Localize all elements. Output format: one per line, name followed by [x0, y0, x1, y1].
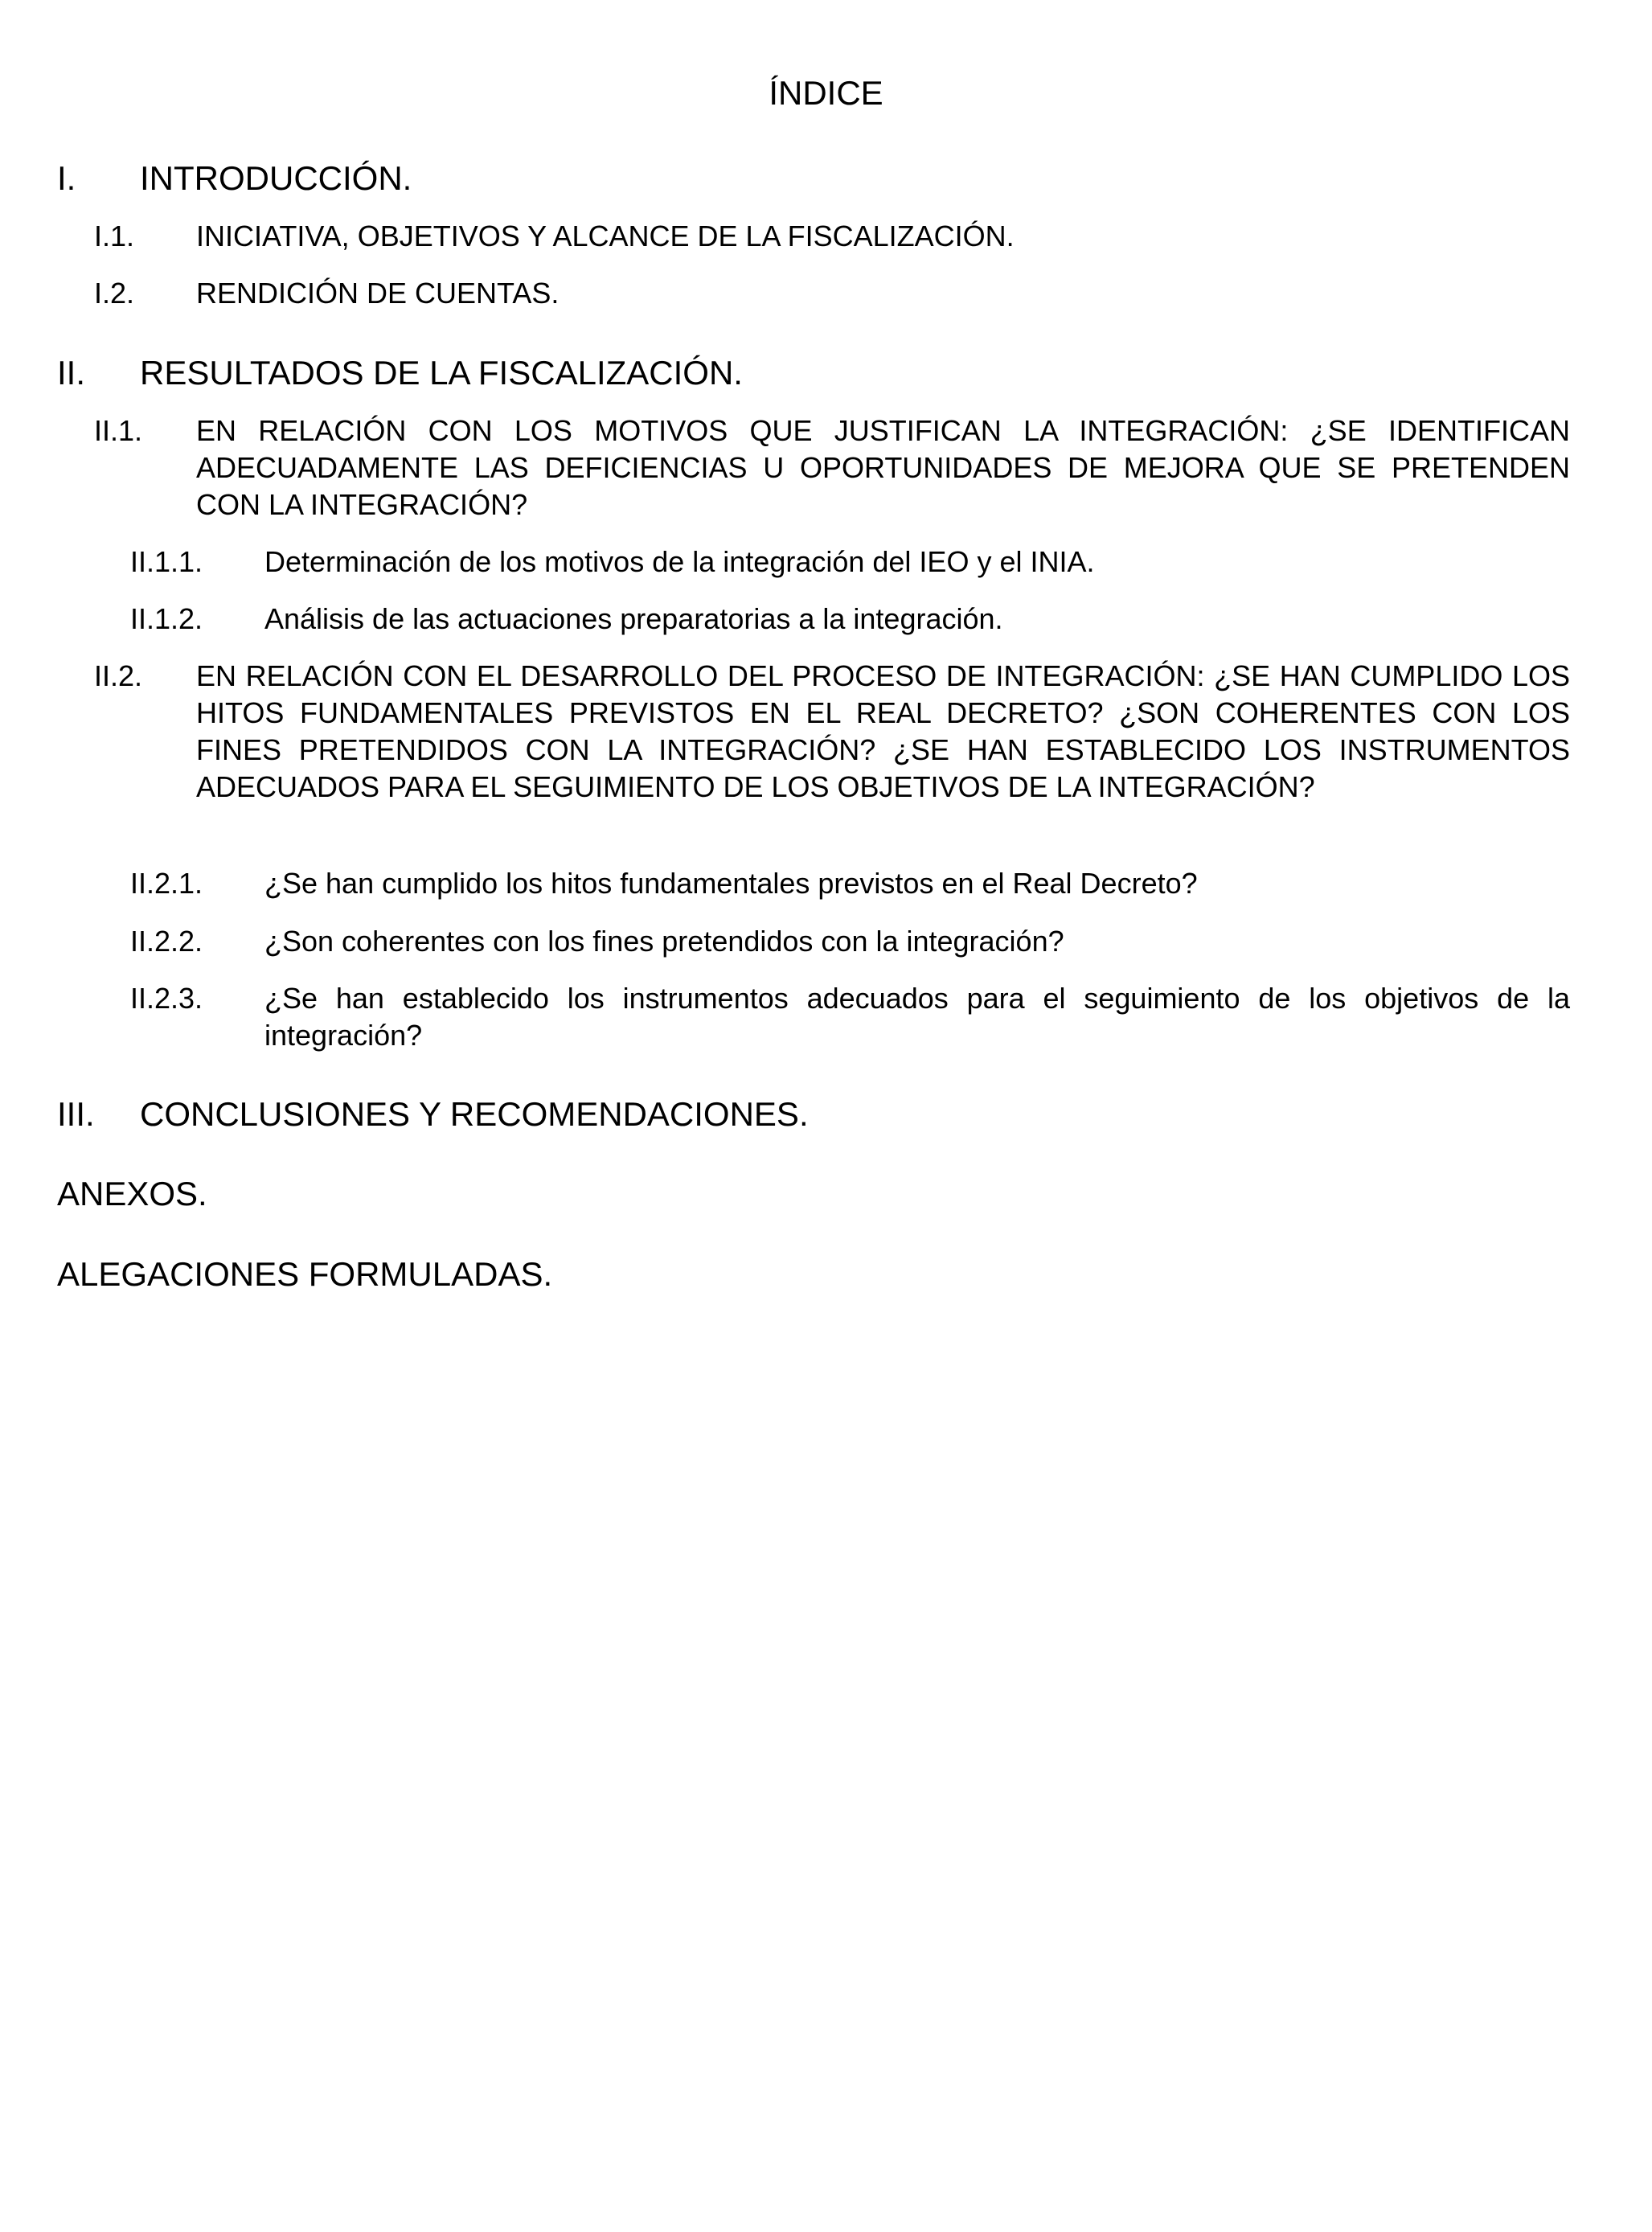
toc-entry-II-1-1[interactable] [130, 544, 1570, 581]
toc-text: CONCLUSIONES Y RECOMENDACIONES. [140, 1095, 809, 1133]
toc-text: INICIATIVA, OBJETIVOS Y ALCANCE DE LA FISCALIZACIÓN. [196, 220, 1015, 252]
toc-number: II.1.1. [130, 545, 203, 578]
toc-text: ¿Son coherentes con los fines pretendidos con la integración? [264, 925, 1064, 958]
toc-text: Análisis de las actuaciones preparatorias a la integración. [264, 602, 1003, 635]
toc-number: II.2.1. [130, 867, 203, 900]
toc-number: II.2.2. [130, 925, 203, 958]
toc-number: I.1. [94, 220, 135, 252]
toc-entry-allegations[interactable]: ALEGACIONES FORMULADAS. [57, 1255, 553, 1293]
toc-text: Determinación de los motivos de la integración del IEO y el INIA. [264, 545, 1095, 578]
toc-number: I.2. [94, 277, 135, 310]
toc-text: RESULTADOS DE LA FISCALIZACIÓN. [140, 354, 743, 392]
toc-entry-annexes[interactable]: ANEXOS. [57, 1175, 207, 1212]
toc-entry-II-2-2[interactable] [130, 923, 1570, 960]
toc-number: I. [57, 159, 76, 197]
toc-number: III. [57, 1095, 95, 1133]
toc-text: ¿Se han cumplido los hitos fundamentales previstos en el Real Decreto? [264, 867, 1198, 900]
toc-entry-II-1[interactable] [94, 412, 1570, 523]
toc-number: II.2.3. [130, 982, 203, 1015]
toc-text: EN RELACIÓN CON LOS MOTIVOS QUE JUSTIFICAN LA INTEGRACIÓN: ¿SE IDENTIFICAN ADECUADAMENTE LAS DEFICIENCIAS U OPORTUNIDADES DE MEJORA QUE SE PRETENDEN CON LA INTEGRACIÓN? [196, 414, 1570, 521]
toc-number: II.1.2. [130, 602, 203, 635]
toc-entry-II-2-1[interactable] [130, 865, 1570, 902]
toc-text: INTRODUCCIÓN. [140, 159, 412, 197]
toc-text: EN RELACIÓN CON EL DESARROLLO DEL PROCESO DE INTEGRACIÓN: ¿SE HAN CUMPLIDO LOS HITOS FUNDAMENTALES PREVISTOS EN EL REAL DECRETO? ¿SON COHERENTES CON LOS FINES PRETENDIDOS CON LA INTEGRACIÓN? ¿SE HAN ESTABLECIDO LOS INSTRUMENTOS ADECUADOS PARA EL SEGUIMIENTO DE LOS OBJETIVOS DE LA INTEGRACIÓN? [196, 659, 1570, 803]
toc-text: ¿Se han establecido los instrumentos adecuados para el seguimiento de los objetivos de la integración? [264, 982, 1570, 1052]
toc-text: RENDICIÓN DE CUENTAS. [196, 277, 560, 310]
toc-entry-I-1[interactable] [94, 218, 1570, 255]
toc-entry-I[interactable] [57, 158, 1570, 199]
toc-entry-III[interactable] [57, 1094, 1570, 1134]
toc-entry-I-2[interactable] [94, 275, 1570, 312]
page-title: ÍNDICE [769, 74, 883, 112]
toc-number: II.1. [94, 414, 143, 447]
toc-number: II.2. [94, 659, 143, 692]
toc-entry-II-2[interactable] [94, 658, 1570, 806]
toc-entry-II-2-3[interactable] [130, 980, 1570, 1054]
toc-number: II. [57, 354, 86, 392]
toc-entry-II[interactable] [57, 353, 1570, 393]
toc-entry-II-1-2[interactable] [130, 601, 1570, 638]
